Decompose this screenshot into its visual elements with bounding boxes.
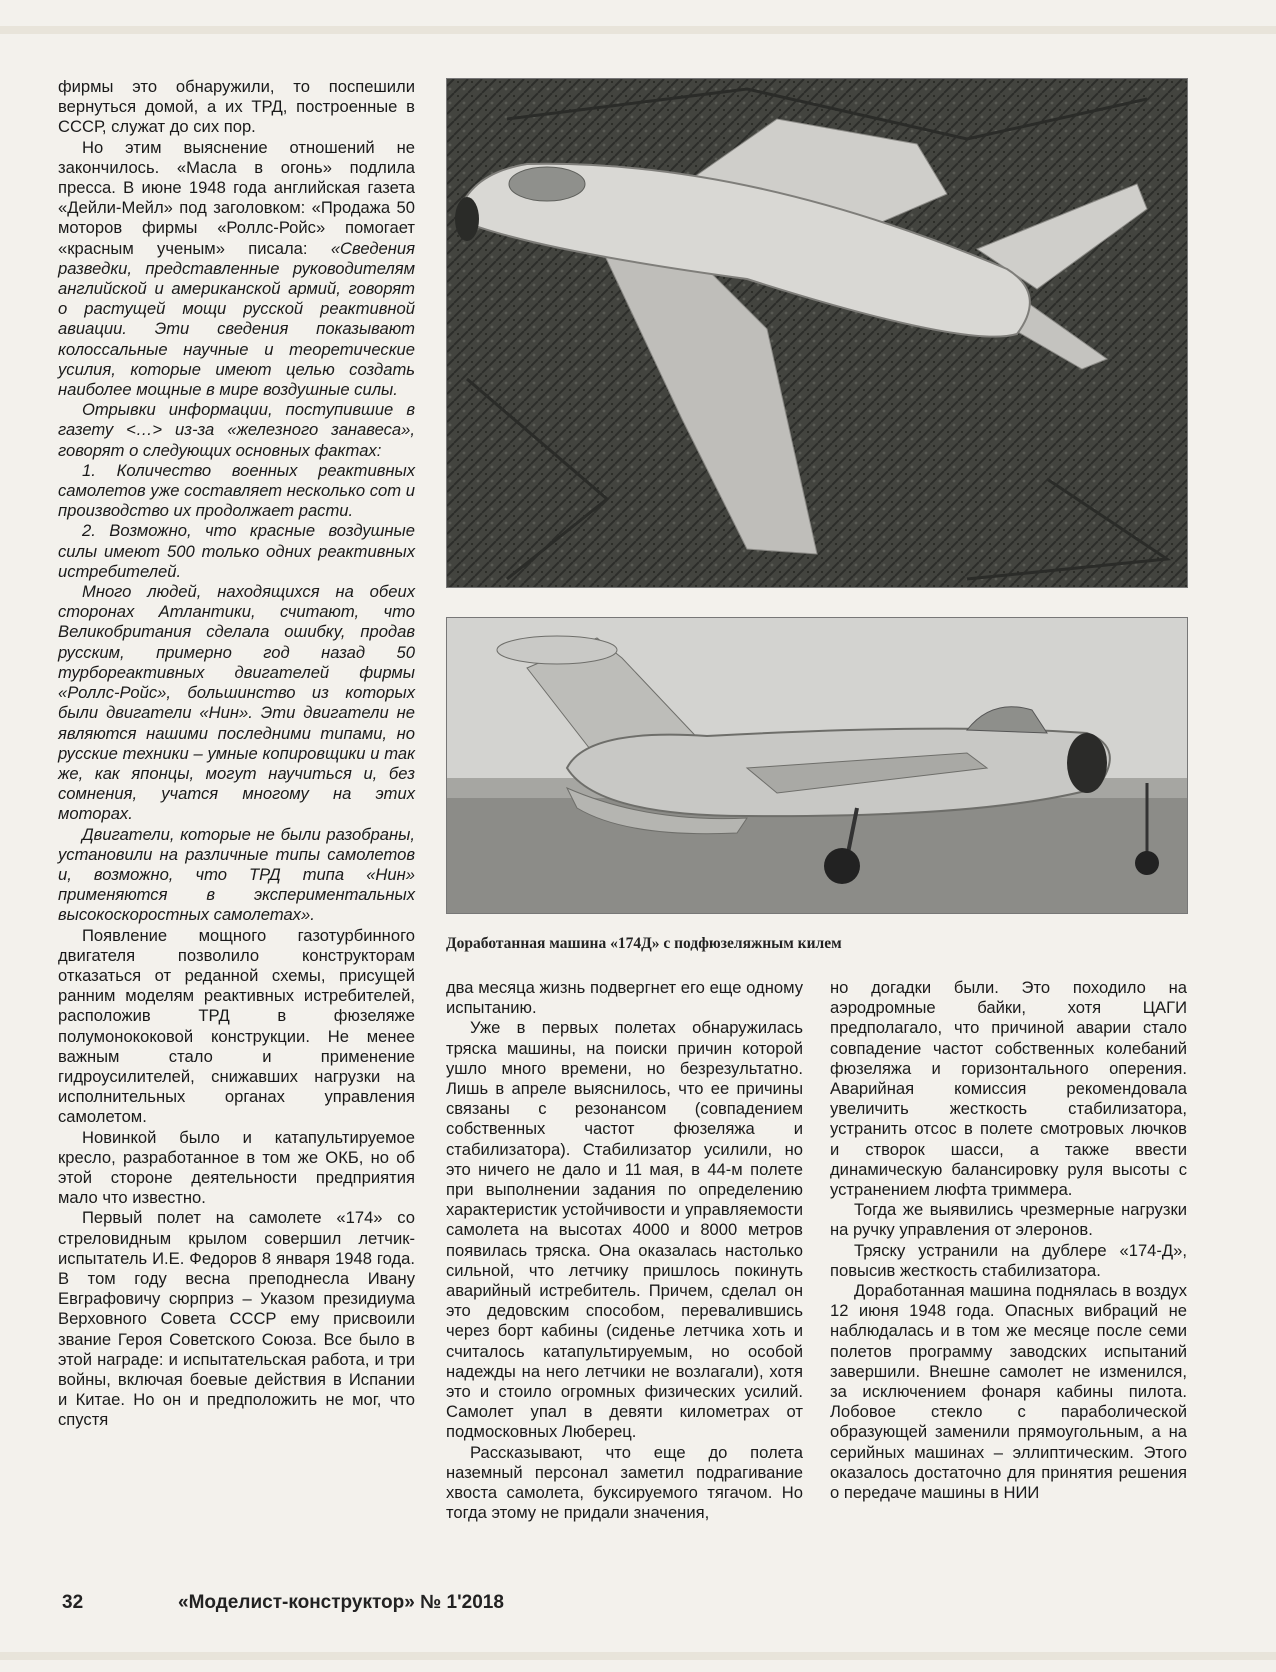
paragraph: Уже в первых полетах обнаружилась тряска машины, на поиски причин которой ушло много времени, но безрезультатно. Лишь в апреле выяснилось, что ее причины связаны с резонансом (совпадением собственных частот фюзеляжа и стабилизатора). Стабилизатор усилили, но это ничего не дало и 11 мая, в 44-м полете при выполнении задания по определению характеристик устойчивости и управляемости самолета на высотах 4000 и 8000 метров появилась тряска. Она оказалась настолько сильной, что летчику пришлось покинуть аварийный истребитель. Причем, сделал он это дедовским способом, перевалившись через борт кабины (сиденье летчика хоть и считалось катапультируемым, но особой надежды на него летчики не возлагали), хотя это и стоило огромных физических усилий. Самолет упал в девяти километрах от подмосковных Люберец. <box>446 1018 803 1442</box>
paragraph: но догадки были. Это походило на аэродромные байки, хотя ЦАГИ предполагало, что причиной аварии стало совпадение частот собственных колебаний фюзеляжа и горизонтального оперения. Аварийная комиссия рекомендовала увеличить жесткость стабилизатора, устранить отсос в полете смотровых лючков и створок шасси, а также ввести динамическую балансировку руля высоты с устранением люфта триммера. <box>830 978 1187 1200</box>
paragraph: Появление мощного газотурбинного двигателя позволило конструкторам отказаться от реданной схемы, присущей ранним моделям реактивных истребителей, расположив ТРД в фюзеляже полумонококовой конструкции. Не менее важным стало и применение гидроусилителей, снижавших нагрузки на исполнительных органах управления самолетом. <box>58 925 415 1127</box>
scan-edge-bottom <box>0 1652 1276 1660</box>
paragraph: Новинкой было и катапультируемое кресло, разработанное в том же ОКБ, но об этой стороне деятельности предприятия мало что известно. <box>58 1127 415 1208</box>
journal-title: «Моделист-конструктор» № 1'2018 <box>178 1592 504 1613</box>
paragraph: Рассказывают, что еще до полета наземный персонал заметил подрагивание хвоста самолета, буксируемого тягачом. Но тогда этому не придали значения, <box>446 1442 803 1523</box>
paragraph: Доработанная машина поднялась в воздух 12 июня 1948 года. Опасных вибраций не наблюдалась и в том же месяце после семи полетов программу заводских испытаний завершили. Внешне самолет не изменился, за исключением фонаря кабины пилота. Лобовое стекло с параболической образующей заменили прямоугольным, а на серийных машинах – эллиптическим. Этого оказалось достаточно для принятия решения о передаче машины в НИИ <box>830 1281 1187 1503</box>
text-column-2 <box>446 978 803 1523</box>
paragraph: два месяца жизнь подвергнет его еще одному испытанию. <box>446 978 803 1018</box>
aircraft-top-illustration <box>447 79 1187 587</box>
paragraph: Отрывки информации, поступившие в газету <…> из-за «железного занавеса», говорят о следующих основных фактах: <box>58 400 415 460</box>
aircraft-side-illustration <box>447 618 1187 913</box>
paragraph: Много людей, находящихся на обеих сторонах Атлантики, считают, что Великобритания сделала ошибку, продав русским, примерно год назад 50 турбореактивных двигателей фирмы «Роллс-Ройс», большинство из которых были двигатели «Нин». Эти двигатели не являются нашими последними типами, но русские техники – умные копировщики и так же, как японцы, могут научиться и, без сомнения, учатся многому на этих моторах. <box>58 582 415 824</box>
paragraph: Тогда же выявились чрезмерные нагрузки на ручку управления от элеронов. <box>830 1200 1187 1240</box>
quote-text: «Сведения разведки, представленные руководителям английской и американской армий, говорят о растущей мощи русской реактивной авиации. Эти сведения показывают колоссальные научные и теоретические усилия, которые имеют целью создать наиболее мощные в мире воздушные силы. <box>58 238 415 400</box>
page-number: 32 <box>62 1592 84 1613</box>
paragraph: Двигатели, которые не были разобраны, установили на различные типы самолетов и, возможно, что ТРД типа «Нин» применяются в экспериментальных высокоскоростных самолетах». <box>58 824 415 925</box>
aircraft-photo-side-view <box>446 617 1188 914</box>
figure-caption: Доработанная машина «174Д» с подфюзеляжным килем <box>446 935 842 952</box>
paragraph: Первый полет на самолете «174» со стреловидным крылом совершил летчик-испытатель И.Е. Федоров 8 января 1948 года. В том году весна преподнесла Ивану Евграфовичу сюрприз – Указом президиума Верховного Совета СССР ему присвоили звание Героя Советского Союза. Все было в этой награде: и испытательская работа, и три войны, включая боевые действия в Испании и Китае. Но он и предположить не мог, что спустя <box>58 1208 415 1430</box>
paragraph: 1. Количество военных реактивных самолетов уже составляет несколько сот и производство их продолжает расти. <box>58 460 415 521</box>
scan-edge-top <box>0 26 1276 34</box>
paragraph: фирмы это обнаружили, то поспешили вернуться домой, а их ТРД, построенные в СССР, служат до сих пор. <box>58 77 415 137</box>
aircraft-photo-top-view <box>446 78 1188 588</box>
paragraph <box>58 138 415 401</box>
paragraph-text: Но этим выяснение отношений не закончилось. «Масла в огонь» подлила пресса. В июне 1948 года английская газета «Дейли-Мейл» под заголовком: «Продажа 50 моторов фирмы «Роллс-Ройс» помогает «красным ученым» писала: <box>58 137 415 258</box>
paragraph: 2. Возможно, что красные воздушные силы имеют 500 только одних реактивных истребителей. <box>58 521 415 581</box>
text-column-3 <box>830 978 1187 1503</box>
paragraph: Тряску устранили на дублере «174-Д», повысив жесткость стабилизатора. <box>830 1240 1187 1280</box>
text-column-1 <box>58 77 415 1431</box>
